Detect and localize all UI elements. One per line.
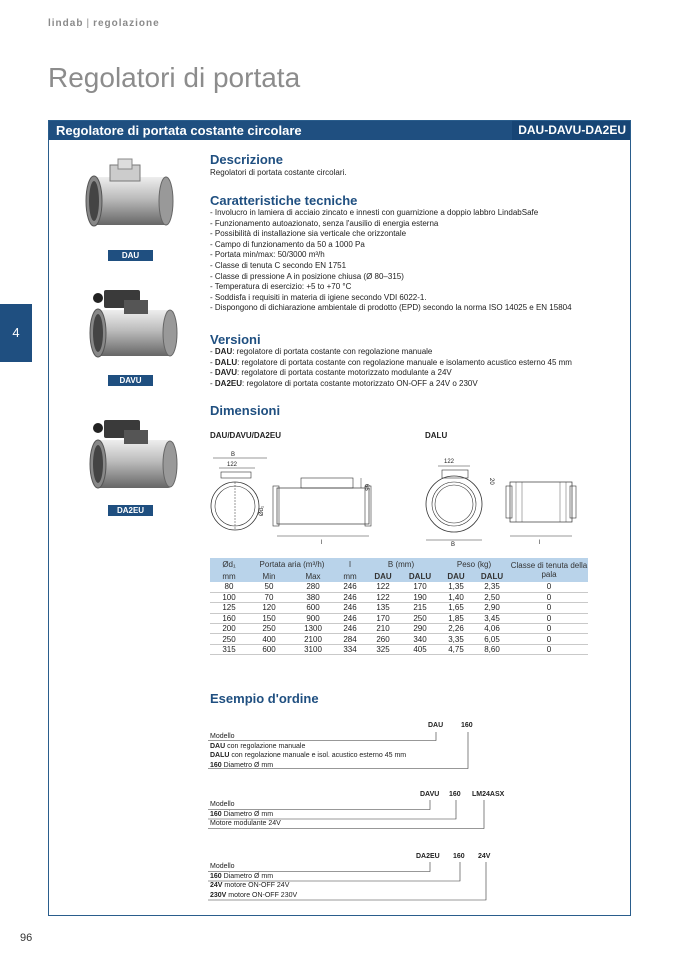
order-legend-line: 24V motore ON-OFF 24V xyxy=(210,882,290,889)
list-item: - Portata min/max: 50/3000 m³/h xyxy=(210,250,325,260)
table-cell: 135 xyxy=(364,603,402,613)
table-cell: 0 xyxy=(510,624,588,634)
list-item: - DAU: regolatore di portata costante con regolazione manuale xyxy=(210,347,433,356)
table-subheader: DALU xyxy=(402,571,438,582)
table-cell: 0 xyxy=(510,582,588,592)
table-cell: 334 xyxy=(336,644,364,654)
table-cell: 246 xyxy=(336,592,364,602)
table-cell: 3,35 xyxy=(438,634,474,644)
table-cell: 3100 xyxy=(290,644,336,654)
table-cell: 215 xyxy=(402,603,438,613)
order-code: DAVU xyxy=(420,791,440,798)
table-cell: 200 xyxy=(210,624,248,634)
list-item: - Classe di tenuta C secondo EN 1751 xyxy=(210,260,347,270)
table-cell: 280 xyxy=(290,582,336,592)
table-cell: 122 xyxy=(364,592,402,602)
page-title: Regolatori di portata xyxy=(48,62,301,93)
order-code: 160 xyxy=(461,722,473,729)
table-cell: 0 xyxy=(510,634,588,644)
versioni-list xyxy=(210,347,572,389)
technical-drawing-dau xyxy=(205,448,385,548)
list-item: - DALU: regolatore di portata costante con regolazione manuale e isolamento acustico esterno 45 mm xyxy=(210,357,572,367)
table-row xyxy=(210,592,588,602)
table-cell: 210 xyxy=(364,624,402,634)
order-code: 24V xyxy=(478,853,491,860)
table-subheader: mm xyxy=(336,571,364,582)
order-code: LM24ASX xyxy=(472,791,505,798)
table-header: Peso (kg) xyxy=(438,558,510,571)
table-header: Portata aria (m³/h) xyxy=(248,558,336,571)
table-cell: 125 xyxy=(210,603,248,613)
table-cell: 250 xyxy=(402,613,438,623)
list-item: - Funzionamento autoazionato, senza l'ausilio di energia esterna xyxy=(210,218,439,228)
list-item: - Possibilità di installazione sia verticale che orizzontale xyxy=(210,229,407,239)
table-cell: 0 xyxy=(510,644,588,654)
product-image-davu xyxy=(84,280,184,368)
table-cell: 6,05 xyxy=(474,634,510,644)
table-cell: 260 xyxy=(364,634,402,644)
table-cell: 150 xyxy=(248,613,290,623)
table-cell: 1,65 xyxy=(438,603,474,613)
order-legend-line: 230V motore ON-OFF 230V xyxy=(210,891,298,899)
heading-dimensioni: Dimensioni xyxy=(210,403,281,418)
order-legend-line: 160 Diametro Ø mm xyxy=(210,810,274,818)
heading-caratteristiche: Caratteristiche tecniche xyxy=(210,193,358,208)
table-cell: 0 xyxy=(510,592,588,602)
table-cell: 340 xyxy=(402,634,438,644)
svg-text:20: 20 xyxy=(488,478,494,485)
table-cell: 2,50 xyxy=(474,592,510,602)
list-item: - Involucro in lamiera di acciaio zincato e innesti con guarnizione a doppio labbro LindabSafe xyxy=(210,208,539,217)
table-cell: 120 xyxy=(248,603,290,613)
table-cell: 2,90 xyxy=(474,603,510,613)
table-cell: 2,35 xyxy=(474,582,510,592)
table-header: Ød₁ xyxy=(210,558,248,571)
table-row xyxy=(210,634,588,644)
order-code: DA2EU xyxy=(416,853,440,860)
table-subheader: DAU xyxy=(438,571,474,582)
table-cell: 900 xyxy=(290,613,336,623)
order-code: 160 xyxy=(453,853,465,860)
page-number: 96 xyxy=(20,932,33,944)
table-row xyxy=(210,644,588,654)
table-cell: 1,85 xyxy=(438,613,474,623)
table-row xyxy=(210,603,588,613)
table-cell: 1,35 xyxy=(438,582,474,592)
table-cell: 2100 xyxy=(290,634,336,644)
svg-text:122: 122 xyxy=(444,459,455,465)
table-cell: 4,06 xyxy=(474,624,510,634)
table-cell: 170 xyxy=(364,613,402,623)
list-item: - Soddisfa i requisiti in materia di igiene secondo VDI 6022-1. xyxy=(210,292,427,302)
heading-descrizione: Descrizione xyxy=(210,152,283,167)
product-tag-da2eu: DA2EU xyxy=(108,505,153,516)
descrizione-text: Regolatori di portata costante circolari. xyxy=(210,168,347,177)
spec-table xyxy=(210,558,588,655)
svg-text:B: B xyxy=(231,452,236,458)
chapter-tab: 4 xyxy=(0,304,32,362)
table-subheader: Min xyxy=(248,571,290,582)
table-cell: 1300 xyxy=(290,624,336,634)
table-cell: 250 xyxy=(210,634,248,644)
svg-text:65: 65 xyxy=(363,484,369,491)
header-brand: lindab xyxy=(48,18,84,29)
table-cell: 2,26 xyxy=(438,624,474,634)
svg-text:l: l xyxy=(539,540,541,546)
table-header: Classe di tenuta della pala xyxy=(510,558,588,582)
list-item: - DAVU: regolatore di portata costante motorizzato modulante a 24V xyxy=(210,368,452,378)
table-cell: 246 xyxy=(336,613,364,623)
table-cell: 600 xyxy=(248,644,290,654)
table-header: B (mm) xyxy=(364,558,438,571)
svg-text:122: 122 xyxy=(227,462,238,468)
table-cell: 0 xyxy=(510,603,588,613)
table-row xyxy=(210,613,588,623)
order-legend-1 xyxy=(210,732,406,770)
running-header xyxy=(48,18,160,29)
order-legend-line: Modello xyxy=(210,863,235,870)
order-legend-line: DAU con regolazione manuale xyxy=(210,742,306,750)
table-cell: 284 xyxy=(336,634,364,644)
table-cell: 100 xyxy=(210,592,248,602)
list-item: - Dispongono di dichiarazione ambientale di prodotto (EPD) secondo la norma ISO 14025 e EN 15804 xyxy=(210,303,572,313)
table-cell: 315 xyxy=(210,644,248,654)
title-bar-code: DAU-DAVU-DA2EU xyxy=(512,121,630,140)
svg-text:B: B xyxy=(451,542,456,548)
table-cell: 122 xyxy=(364,582,402,592)
table-cell: 600 xyxy=(290,603,336,613)
table-cell: 246 xyxy=(336,603,364,613)
list-item: - Classe di pressione A in posizione chiusa (Ø 80–315) xyxy=(210,271,404,281)
header-separator: | xyxy=(86,18,91,29)
table-row xyxy=(210,582,588,592)
table-subheader: DAU xyxy=(364,571,402,582)
table-cell: 250 xyxy=(248,624,290,634)
product-tag-dau: DAU xyxy=(108,250,153,261)
table-cell: 3,45 xyxy=(474,613,510,623)
table-cell: 290 xyxy=(402,624,438,634)
table-cell: 246 xyxy=(336,582,364,592)
title-bar xyxy=(49,121,630,140)
order-legend-line: 160 Diametro Ø mm xyxy=(210,761,274,769)
table-cell: 80 xyxy=(210,582,248,592)
order-legend-line: DALU con regolazione manuale e isol. acustico esterno 45 mm xyxy=(210,752,407,759)
order-code: 160 xyxy=(449,791,461,798)
table-cell: 405 xyxy=(402,644,438,654)
heading-versioni: Versioni xyxy=(210,332,261,347)
order-legend-line: Motore modulante 24V xyxy=(210,820,281,827)
list-item: - DA2EU: regolatore di portata costante motorizzato ON-OFF a 24V o 230V xyxy=(210,378,478,388)
dimension-label-right: DALU xyxy=(425,431,448,440)
heading-esempio: Esempio d'ordine xyxy=(210,691,319,706)
table-cell: 380 xyxy=(290,592,336,602)
table-cell: 0 xyxy=(510,613,588,623)
table-cell: 325 xyxy=(364,644,402,654)
table-cell: 246 xyxy=(336,624,364,634)
list-item: - Campo di funzionamento da 50 a 1000 Pa xyxy=(210,239,365,249)
list-item: - Temperatura di esercizio: +5 to +70 °C xyxy=(210,282,352,292)
order-legend-line: Modello xyxy=(210,801,235,808)
table-row xyxy=(210,624,588,634)
table-cell: 70 xyxy=(248,592,290,602)
svg-text:l: l xyxy=(321,540,323,546)
header-section: regolazione xyxy=(93,18,160,29)
table-cell: 400 xyxy=(248,634,290,644)
table-subheader: mm xyxy=(210,571,248,582)
table-cell: 170 xyxy=(402,582,438,592)
order-legend-line: Modello xyxy=(210,733,235,740)
dimension-label-left: DAU/DAVU/DA2EU xyxy=(210,431,281,440)
caratteristiche-list xyxy=(210,208,572,314)
product-image-da2eu xyxy=(84,410,184,498)
technical-drawing-dalu xyxy=(418,448,598,548)
table-subheader: Max xyxy=(290,571,336,582)
title-bar-title: Regolatore di portata costante circolare xyxy=(56,123,302,138)
svg-text:Ød₁: Ød₁ xyxy=(259,505,265,516)
order-code: DAU xyxy=(428,722,444,729)
table-cell: 1,40 xyxy=(438,592,474,602)
table-cell: 8,60 xyxy=(474,644,510,654)
table-cell: 190 xyxy=(402,592,438,602)
order-legend-3 xyxy=(210,862,297,900)
order-legend-line: 160 Diametro Ø mm xyxy=(210,872,274,880)
table-subheader: DALU xyxy=(474,571,510,582)
table-header: l xyxy=(336,558,364,571)
product-image-dau xyxy=(80,155,180,235)
table-cell: 160 xyxy=(210,613,248,623)
order-legend-2 xyxy=(210,800,281,829)
table-cell: 50 xyxy=(248,582,290,592)
table-cell: 4,75 xyxy=(438,644,474,654)
product-tag-davu: DAVU xyxy=(108,375,153,386)
